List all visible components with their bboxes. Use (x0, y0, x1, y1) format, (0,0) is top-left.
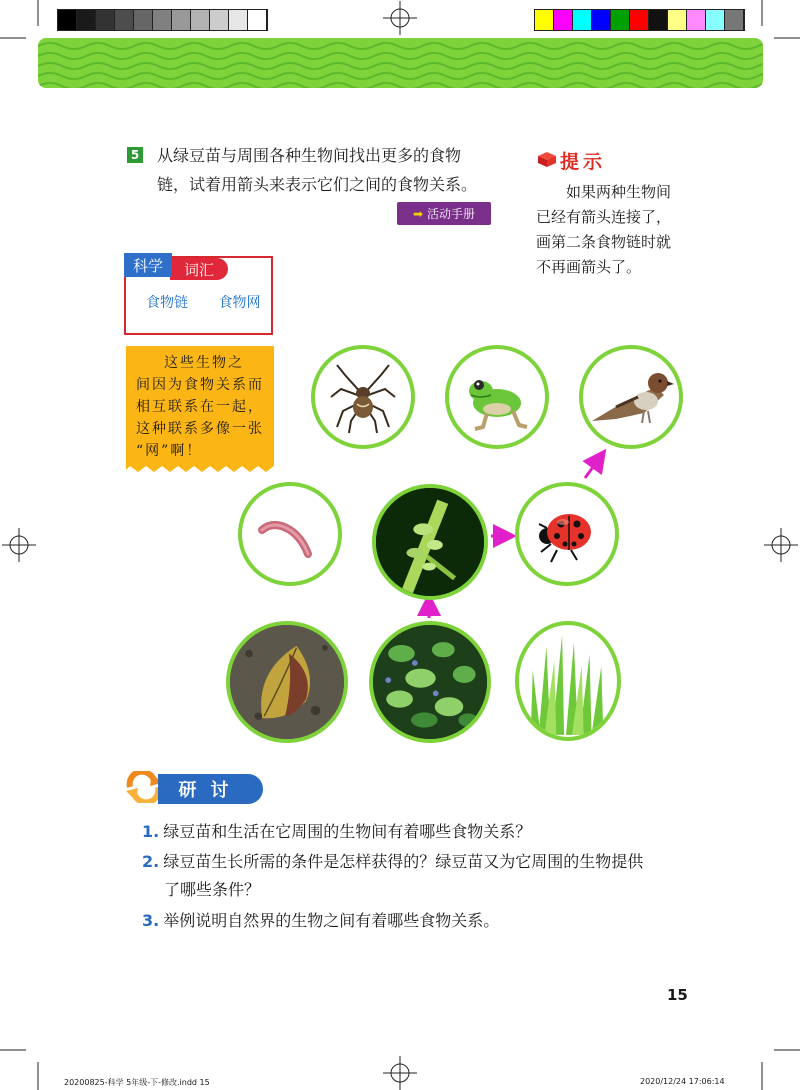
color-swatch (535, 10, 554, 30)
footer-timestamp: 2020/12/24 17:06:14 (640, 1077, 725, 1086)
color-swatch (611, 10, 630, 30)
registration-mark-top (383, 1, 417, 35)
hint-title: 提示 (560, 151, 607, 173)
question-3 (142, 906, 499, 935)
frog-icon (457, 357, 537, 437)
note-line: “网”啊！ (136, 443, 203, 459)
red-box-icon (536, 150, 558, 168)
color-swatch (668, 10, 687, 30)
spider-icon (323, 357, 403, 437)
activity-handbook-tag[interactable] (397, 202, 491, 225)
activity-line-1: 从绿豆苗与周围各种生物间找出更多的食物 (157, 146, 462, 165)
ladybug-icon (527, 494, 607, 574)
color-swatch (592, 10, 611, 30)
gray-swatch (77, 10, 96, 30)
hint-line: 画第二条食物链时就 (536, 233, 672, 251)
registration-mark-right (764, 528, 798, 562)
note-line: 这些生物之 (164, 355, 244, 371)
question-text: 绿豆苗和生活在它周围的生物间有着哪些食物关系？ (163, 822, 532, 841)
color-calibration-bar (534, 9, 745, 31)
gray-swatch (58, 10, 77, 30)
hint-text (536, 180, 736, 280)
registration-mark-bottom (383, 1056, 417, 1090)
mung-bean-sprout-icon (373, 622, 487, 742)
gray-swatch (191, 10, 210, 30)
color-swatch (706, 10, 725, 30)
ladybug-circle (515, 482, 619, 586)
grass-circle (515, 621, 621, 741)
vocabulary-tag-science: 科学 (124, 253, 172, 277)
question-number: 3. (142, 911, 160, 930)
gray-swatch (153, 10, 172, 30)
header-band (38, 38, 763, 88)
fallen-leaf-circle (226, 621, 348, 743)
color-swatch (630, 10, 649, 30)
hint-line: 如果两种生物间 (566, 183, 672, 201)
aphid-circle (372, 484, 488, 600)
question-number: 2. (142, 852, 160, 871)
question-number: 1. (142, 822, 160, 841)
vocab-word-food-web: 食物网 (218, 295, 261, 311)
color-swatch (687, 10, 706, 30)
color-swatch (573, 10, 592, 30)
color-swatch (649, 10, 668, 30)
note-line: 间因为食物关系而 (136, 377, 264, 393)
food-web-note (126, 346, 274, 466)
vocab-word-food-chain: 食物链 (146, 295, 188, 311)
spider-circle (311, 345, 415, 449)
activity-number-badge: 5 (127, 147, 143, 163)
registration-mark-left (2, 528, 36, 562)
gray-swatch (134, 10, 153, 30)
gray-swatch (172, 10, 191, 30)
question-2-continuation: 了哪些条件？ (164, 880, 261, 899)
earthworm-icon (250, 494, 330, 574)
note-line: 相互联系在一起， (136, 399, 264, 415)
page-number: 15 (667, 986, 688, 1004)
question-text: 绿豆苗生长所需的条件是怎样获得的？绿豆苗又为它周围的生物提供 (163, 852, 644, 871)
handbook-label: 活动手册 (427, 207, 476, 221)
discussion-label: 研讨 (158, 774, 263, 804)
grayscale-calibration-bar (57, 9, 268, 31)
sparrow-circle (579, 345, 683, 449)
sparrow-icon (586, 357, 676, 437)
grass-icon (519, 626, 617, 736)
frog-circle (445, 345, 549, 449)
arrow-right-icon: ➡ (412, 206, 424, 221)
question-1 (142, 817, 531, 846)
gray-swatch (210, 10, 229, 30)
earthworm-circle (238, 482, 342, 586)
gray-swatch (229, 10, 248, 30)
note-zigzag-edge (126, 462, 274, 472)
activity-line-2: 链，试着用箭头来表示它们之间的食物关系。 (157, 175, 478, 194)
mung-bean-sprout-circle (369, 621, 491, 743)
activity-instruction (157, 141, 502, 199)
gray-swatch (115, 10, 134, 30)
color-swatch (725, 10, 744, 30)
gray-swatch (96, 10, 115, 30)
aphid-icon (376, 487, 484, 597)
question-2 (142, 847, 643, 876)
question-text: 举例说明自然界的生物之间有着哪些食物关系。 (163, 911, 500, 930)
gray-swatch (248, 10, 267, 30)
arrow-ladybug-to-sparrow (585, 456, 601, 478)
vocabulary-words (146, 292, 276, 312)
note-line: 这种联系多像一张 (136, 421, 264, 437)
hint-line: 已经有箭头连接了， (536, 208, 672, 226)
color-swatch (554, 10, 573, 30)
hint-line: 不再画箭头了。 (536, 258, 642, 276)
fallen-leaf-icon (230, 622, 344, 742)
vocabulary-tag-words: 词汇 (170, 258, 228, 280)
footer-file-info: 20200825-科学 5年级-下-修改.indd 15 (64, 1078, 210, 1087)
